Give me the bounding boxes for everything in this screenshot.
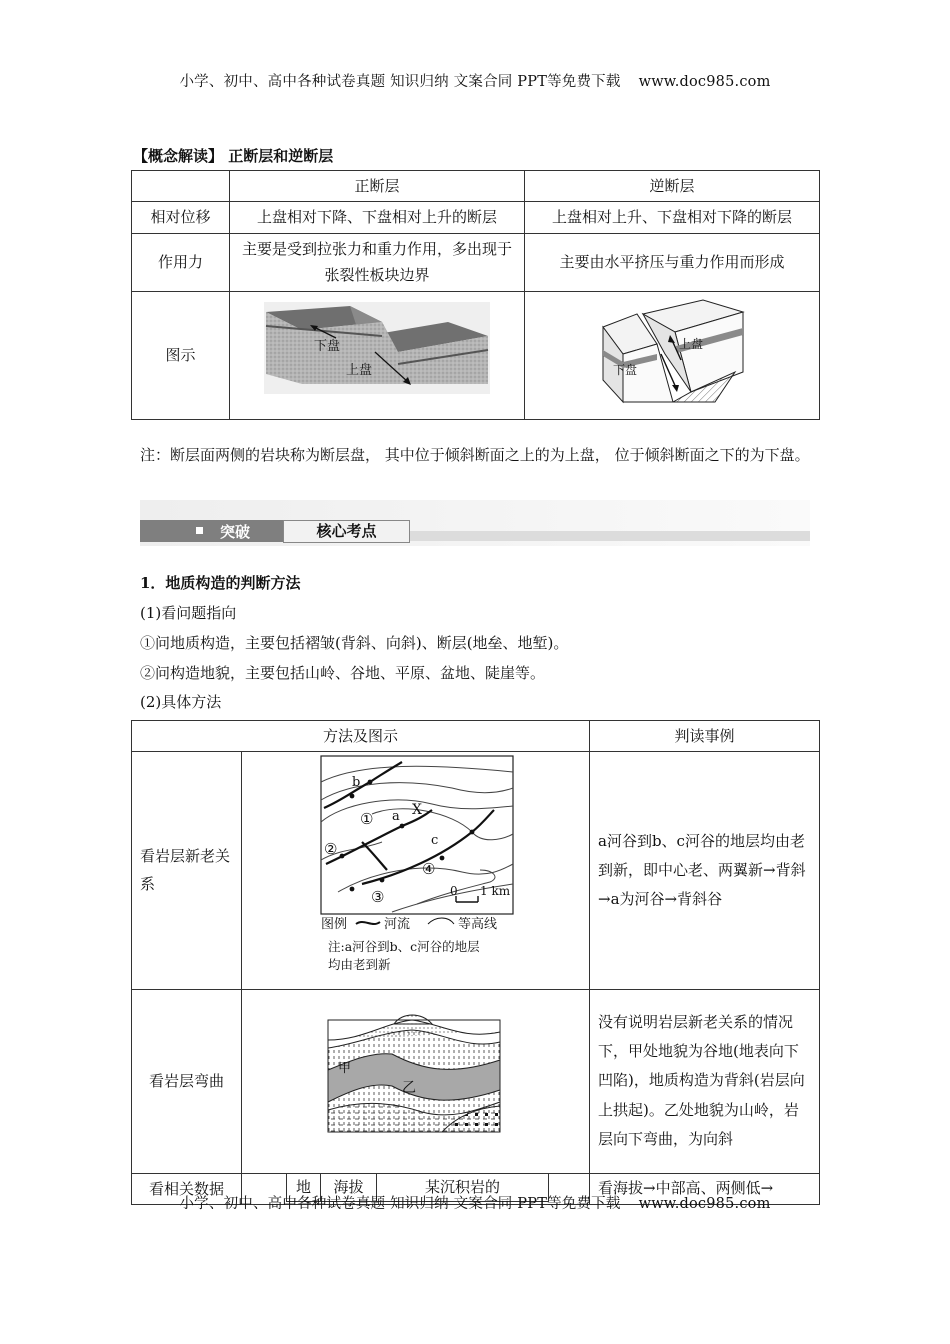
fault-note — [140, 441, 820, 470]
map-figure-cell — [242, 752, 590, 989]
scale-km: 1 km — [480, 884, 511, 899]
cell-reverse: 主要由水平挤压与重力作用而形成 — [525, 233, 820, 291]
row-label: 看岩层弯曲 — [132, 989, 242, 1173]
table-row — [132, 233, 820, 291]
normal-footwall-label: 下盘 — [314, 338, 341, 354]
row-label: 图示 — [132, 291, 230, 419]
footer-url: www.doc985.com — [638, 1196, 771, 1212]
col-example: 判读事例 — [590, 721, 820, 752]
example-cell: 看海拔→中部高、两侧低→ — [590, 1173, 820, 1204]
row-label: 作用力 — [132, 233, 230, 291]
footer-left-text: 小学、初中、高中各种试卷真题 知识归纳 文案合同 PPT等免费下载 — [179, 1196, 621, 1212]
legend-contour: 等高线 — [458, 917, 498, 933]
table-row — [132, 752, 820, 989]
col-reverse-fault: 逆断层 — [525, 171, 820, 202]
normal-hangingwall-label: 上盘 — [346, 362, 373, 378]
col-normal-fault: 正断层 — [230, 171, 525, 202]
table-row — [132, 202, 820, 233]
page-header — [0, 70, 950, 91]
concept-title: 正断层和逆断层 — [228, 147, 334, 165]
row-label: 看岩层新老关系 — [132, 752, 242, 989]
section-heading: 1．地质构造的判断方法 — [140, 574, 301, 592]
map-label-x: X — [412, 802, 422, 819]
map-label-3: ③ — [371, 888, 385, 907]
methods-table — [131, 720, 820, 1205]
geologic-map — [242, 752, 590, 980]
cell-normal: 上盘相对下降、下盘相对上升的断层 — [230, 202, 525, 233]
map-label-2: ② — [324, 840, 338, 859]
contour-legend-icon — [428, 918, 454, 924]
cell-reverse: 上盘相对上升、下盘相对下降的断层 — [525, 202, 820, 233]
row-label: 相对位移 — [132, 202, 230, 233]
example-cell: a河谷到b、c河谷的地层均由老到新，即中心老、两翼新→背斜→a为河谷→背斜谷 — [590, 752, 820, 989]
inner-cell: 海拔 — [321, 1173, 377, 1201]
note-part-3: 位于倾斜断面之下的为下盘。 — [614, 446, 810, 464]
note-part-1: 注：断层面两侧的岩块称为断层盘， — [140, 446, 381, 464]
subheading-1: (1)看问题指向 — [140, 604, 237, 622]
map-label-1: ① — [360, 810, 374, 829]
concept-heading — [133, 145, 333, 166]
cell-normal: 主要是受到拉张力和重力作用，多出现于张裂性板块边界 — [230, 233, 525, 291]
map-label-a: a — [392, 809, 400, 825]
section-banner — [140, 500, 810, 546]
item-2: ②问构造地貌，主要包括山岭、谷地、平原、盆地、陡崖等。 — [140, 664, 546, 682]
reverse-fault-diagram — [525, 292, 820, 411]
col-method-figure: 方法及图示 — [132, 721, 590, 752]
table-row — [132, 989, 820, 1173]
normal-fault-figure-cell — [230, 291, 525, 419]
table-header-row — [132, 171, 820, 202]
fold-label-yi: 乙 — [402, 1079, 416, 1096]
legend-label: 图例 — [321, 917, 348, 933]
page-footer — [0, 1192, 950, 1213]
reverse-hangingwall-label: 上盘 — [679, 336, 704, 351]
legend-river: 河流 — [384, 917, 411, 933]
square-bullet-icon — [196, 527, 203, 534]
river-legend-icon — [356, 922, 380, 924]
fold-figure-cell — [242, 989, 590, 1173]
row-label: 看相关数据 — [132, 1173, 242, 1204]
banner-tab2-text: 核心考点 — [283, 520, 410, 543]
fold-label-jia: 甲 — [338, 1060, 352, 1076]
note-part-2: 其中位于倾斜断面之上的为上盘， — [384, 446, 610, 464]
inner-cell: 某沉积岩的 — [377, 1173, 549, 1201]
concept-bracket-label: 【概念解读】 — [133, 147, 224, 165]
map-label-4: ④ — [422, 860, 436, 879]
scale-zero: 0 — [450, 884, 458, 899]
banner-tab1-text: 突破 — [220, 523, 251, 541]
table-row — [132, 291, 820, 419]
map-note-line1: 注:a河谷到b、c河谷的地层 — [328, 939, 480, 955]
header-left-text: 小学、初中、高中各种试卷真题 知识归纳 文案合同 PPT等免费下载 — [179, 74, 621, 90]
banner-tab-dark — [140, 520, 283, 542]
fold-diagram — [242, 990, 590, 1165]
fault-comparison-table — [131, 170, 820, 420]
reverse-footwall-label: 下盘 — [613, 362, 638, 377]
normal-fault-diagram — [230, 292, 525, 411]
table-corner-cell — [132, 171, 230, 202]
inner-cell: 地 — [287, 1173, 321, 1201]
reverse-fault-figure-cell — [525, 291, 820, 419]
map-note-line2: 均由老到新 — [328, 957, 391, 973]
item-1: ①问地质构造，主要包括褶皱(背斜、向斜)、断层(地垒、地堑)。 — [140, 634, 569, 652]
header-url: www.doc985.com — [638, 74, 771, 90]
map-label-c: c — [431, 833, 439, 849]
map-label-b: b — [352, 775, 361, 791]
example-cell: 没有说明岩层新老关系的情况下，甲处地貌为谷地(地表向下凹陷)，地质构造为背斜(岩层向上拱起)。乙处地貌为山岭，岩层向下弯曲，为向斜 — [590, 989, 820, 1173]
subheading-2: (2)具体方法 — [140, 693, 222, 711]
table-header-row — [132, 721, 820, 752]
